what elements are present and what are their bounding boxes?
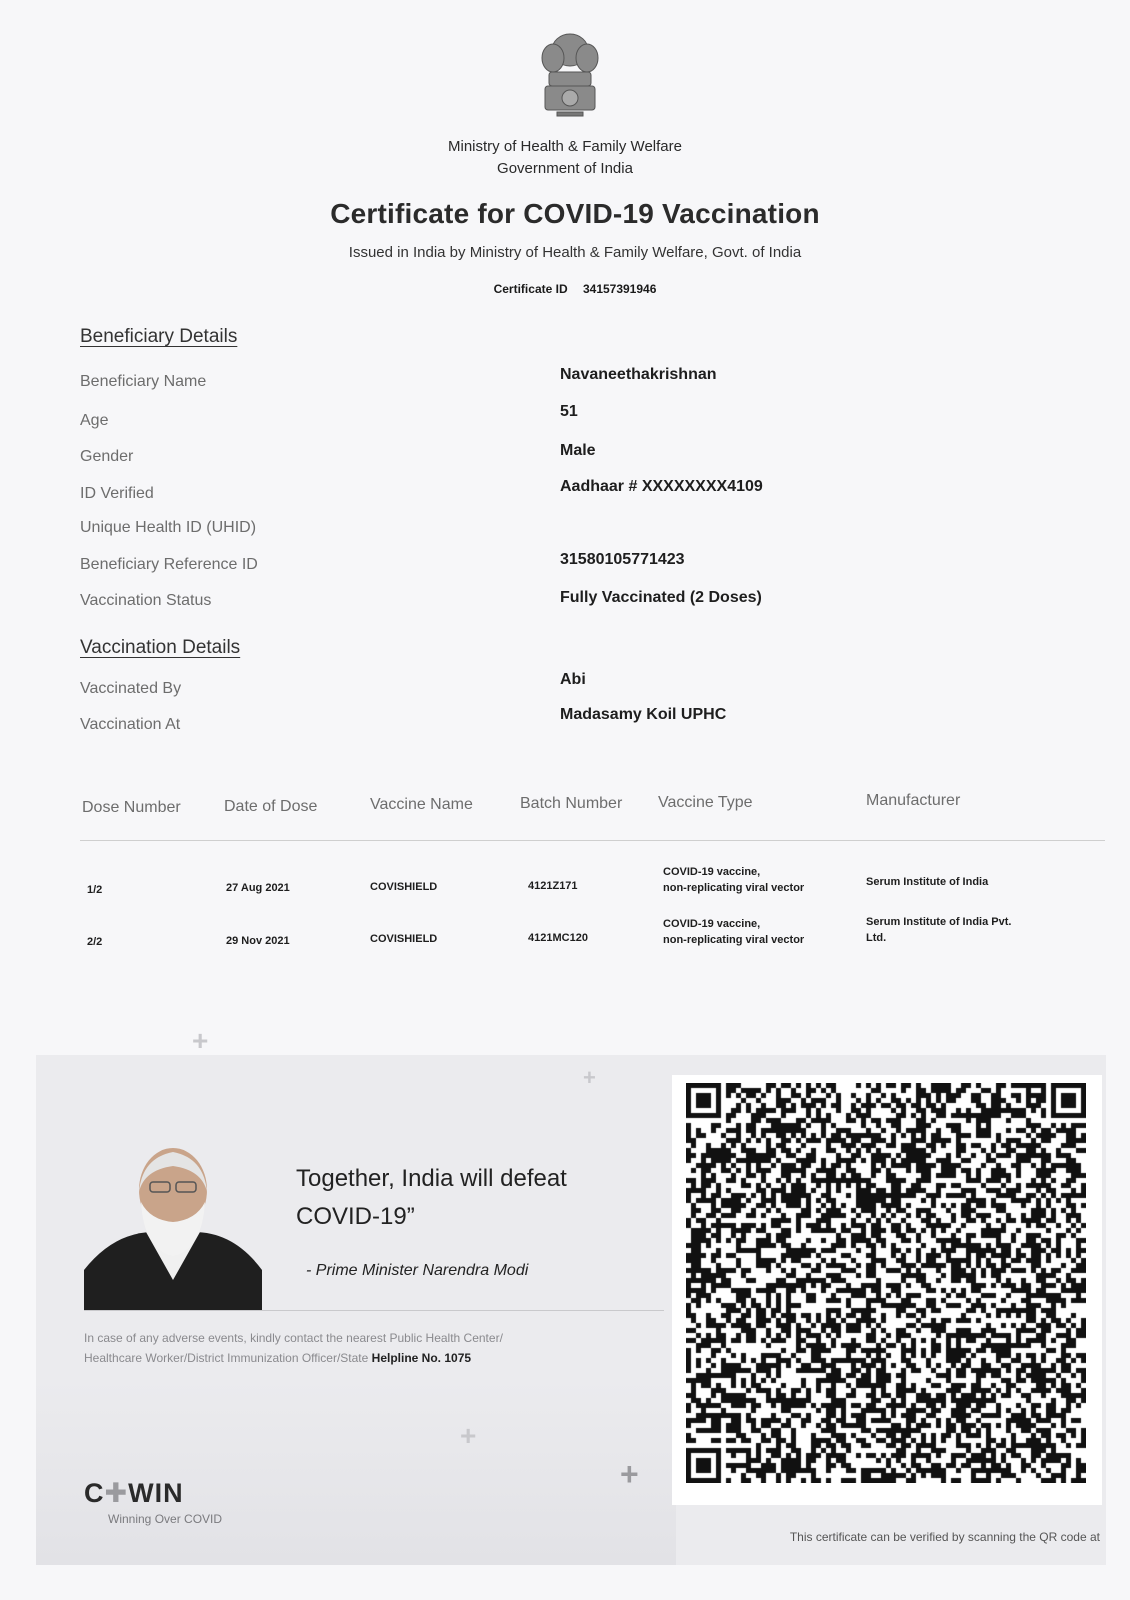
national-emblem-icon xyxy=(535,28,605,138)
table-cell-type-line2: non-replicating viral vector xyxy=(663,934,805,946)
age-value: 51 xyxy=(560,403,578,420)
banner-divider xyxy=(84,1310,664,1311)
table-cell-type-line2: non-replicating viral vector xyxy=(663,882,805,894)
uhid-label: Unique Health ID (UHID) xyxy=(80,519,257,536)
certificate-id-label: Certificate ID xyxy=(493,282,568,296)
table-cell-type xyxy=(663,864,804,896)
table-header-divider xyxy=(80,840,1105,841)
beneficiary-name-value: Navaneethakrishnan xyxy=(560,366,717,383)
vaccination-status-label: Vaccination Status xyxy=(80,592,212,609)
gender-value: Male xyxy=(560,442,596,459)
table-cell-type-line1: COVID-19 vaccine, xyxy=(663,918,761,930)
table-cell-type xyxy=(663,916,804,948)
helpline-number: Helpline No. 1075 xyxy=(371,1351,472,1365)
table-header-vaccine-type: Vaccine Type xyxy=(658,794,753,811)
gender-label: Gender xyxy=(80,448,134,465)
cowin-tagline: Winning Over COVID xyxy=(108,1512,223,1526)
vaccination-at-label: Vaccination At xyxy=(80,716,181,733)
table-cell-date: 29 Nov 2021 xyxy=(226,935,290,947)
table-cell-manufacturer-line1: Serum Institute of India xyxy=(866,876,989,888)
ministry-name: Ministry of Health & Family Welfare xyxy=(448,138,682,155)
plus-decoration-icon: + xyxy=(192,1025,209,1056)
government-name: Government of India xyxy=(497,160,633,177)
adverse-events-notice xyxy=(84,1328,684,1368)
table-cell-date: 27 Aug 2021 xyxy=(226,882,290,894)
certificate-id xyxy=(0,282,1130,296)
quote-line1: Together, India will defeat xyxy=(296,1165,567,1192)
id-verified-value: Aadhaar # XXXXXXXX4109 xyxy=(560,478,763,495)
beneficiary-reference-id-value: 31580105771423 xyxy=(560,551,685,568)
beneficiary-reference-id-label: Beneficiary Reference ID xyxy=(80,556,258,573)
table-cell-manufacturer xyxy=(866,874,988,890)
table-cell-vaccine: COVISHIELD xyxy=(370,933,438,945)
table-cell-batch: 4121Z171 xyxy=(528,880,578,892)
adverse-line2: Healthcare Worker/District Immunization Officer/State xyxy=(84,1351,369,1365)
table-cell-manufacturer xyxy=(866,914,1011,946)
plus-decoration-icon: + xyxy=(620,1456,639,1492)
qr-verify-text: This certificate can be verified by scanning the QR code at xyxy=(789,1530,1100,1544)
cowin-plus-icon: ✚ xyxy=(104,1478,129,1508)
issued-by-text: Issued in India by Ministry of Health & Family Welfare, Govt. of India xyxy=(348,244,802,261)
beneficiary-details-heading: Beneficiary Details xyxy=(80,326,238,347)
certificate-id-value: 34157391946 xyxy=(582,282,657,296)
table-header-batch-number: Batch Number xyxy=(520,795,623,812)
vaccinated-by-label: Vaccinated By xyxy=(80,680,182,697)
quote-line2: COVID-19” xyxy=(296,1203,415,1230)
table-header-date-of-dose: Date of Dose xyxy=(224,798,318,815)
vaccination-at-value: Madasamy Koil UPHC xyxy=(560,706,727,723)
table-cell-manufacturer-line2: Ltd. xyxy=(866,932,887,944)
vaccination-details-heading: Vaccination Details xyxy=(80,637,241,658)
vaccination-status-value: Fully Vaccinated (2 Doses) xyxy=(560,589,762,606)
table-cell-batch: 4121MC120 xyxy=(528,932,588,944)
table-cell-dose: 2/2 xyxy=(87,936,103,948)
quote-attribution: - Prime Minister Narendra Modi xyxy=(306,1262,529,1279)
table-header-vaccine-name: Vaccine Name xyxy=(370,796,473,813)
beneficiary-name-label: Beneficiary Name xyxy=(80,373,207,390)
plus-decoration-icon: + xyxy=(460,1420,477,1451)
qr-code-icon xyxy=(686,1083,1086,1483)
plus-decoration-icon: + xyxy=(583,1065,596,1090)
campaign-quote xyxy=(296,1160,656,1236)
cowin-logo: C✚WIN xyxy=(84,1478,184,1508)
age-label: Age xyxy=(80,412,109,429)
table-cell-type-line1: COVID-19 vaccine, xyxy=(663,866,761,878)
table-header-dose-number: Dose Number xyxy=(82,799,181,816)
prime-minister-photo xyxy=(84,1120,262,1310)
adverse-line1: In case of any adverse events, kindly contact the nearest Public Health Center/ xyxy=(84,1331,503,1345)
table-header-manufacturer: Manufacturer xyxy=(866,792,961,809)
id-verified-label: ID Verified xyxy=(80,485,154,502)
certificate-title: Certificate for COVID-19 Vaccination xyxy=(330,198,820,229)
table-cell-vaccine: COVISHIELD xyxy=(370,881,438,893)
vaccinated-by-value: Abi xyxy=(560,671,586,688)
table-cell-manufacturer-line1: Serum Institute of India Pvt. xyxy=(866,916,1012,928)
table-cell-dose: 1/2 xyxy=(87,884,103,896)
banner-people-backdrop xyxy=(36,1380,676,1565)
